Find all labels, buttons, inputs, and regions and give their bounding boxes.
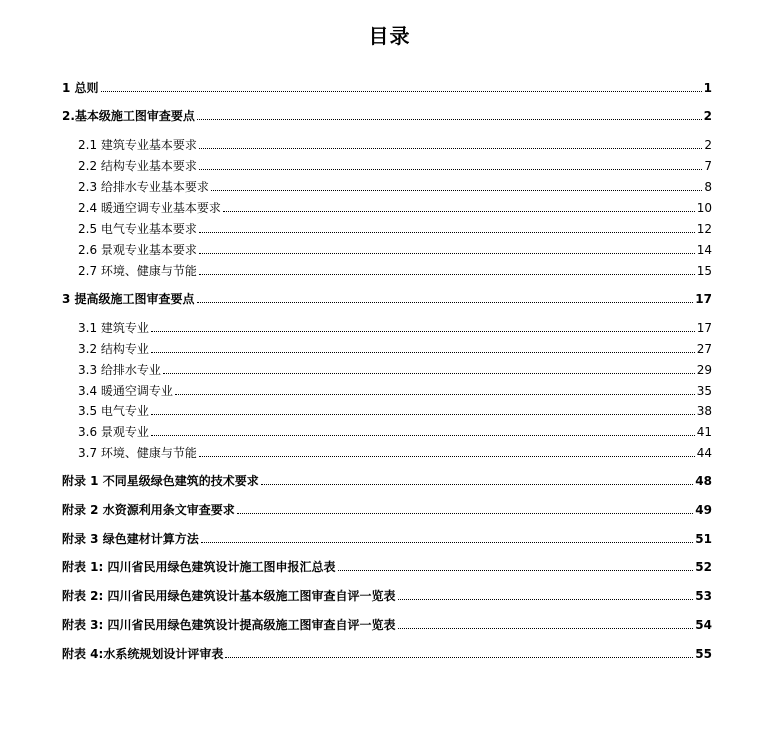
toc-leader-dots	[197, 301, 694, 303]
toc-entry-page: 38	[696, 404, 712, 418]
toc-leader-dots	[101, 90, 702, 92]
toc-leader-dots	[237, 512, 694, 514]
toc-entry[interactable]	[62, 471, 712, 489]
toc-entry-page: 44	[696, 446, 712, 460]
toc-entry-label: 1 总则	[62, 81, 99, 95]
toc-leader-dots	[199, 147, 702, 149]
toc-leader-dots	[199, 273, 695, 275]
toc-entry-page: 49	[695, 503, 712, 517]
page-title: 目录	[368, 24, 411, 48]
toc-entry[interactable]	[62, 586, 712, 604]
toc-entry[interactable]	[62, 529, 712, 547]
toc-leader-dots	[211, 189, 702, 191]
toc-leader-dots	[151, 434, 695, 436]
toc-entry[interactable]	[78, 339, 712, 357]
toc-entry-label: 附表 2: 四川省民用绿色建筑设计基本级施工图审查自评一览表	[62, 589, 396, 603]
toc-leader-dots	[199, 231, 695, 233]
toc-entry[interactable]	[78, 198, 712, 216]
toc-entry-label: 附录 1 不同星级绿色建筑的技术要求	[62, 474, 259, 488]
toc-entry-label: 3.4 暖通空调专业	[78, 384, 173, 398]
toc-leader-dots	[225, 656, 693, 658]
toc-entry[interactable]	[62, 106, 712, 124]
toc-entry-page: 48	[695, 474, 712, 488]
toc-entry-page: 10	[696, 201, 712, 215]
toc-entry-label: 附表 1: 四川省民用绿色建筑设计施工图申报汇总表	[62, 560, 336, 574]
toc-entry[interactable]	[78, 240, 712, 258]
toc-entry-label: 2.5 电气专业基本要求	[78, 222, 197, 236]
toc-entry[interactable]	[78, 360, 712, 378]
toc-entry-page: 55	[695, 647, 712, 661]
toc-entry-page: 53	[695, 589, 712, 603]
toc-leader-dots	[199, 168, 702, 170]
toc-entry-page: 54	[695, 618, 712, 632]
toc-leader-dots	[151, 330, 695, 332]
toc-entry[interactable]	[78, 318, 712, 336]
toc-entry[interactable]	[78, 135, 712, 153]
toc-entry[interactable]	[78, 177, 712, 195]
toc-entry[interactable]	[62, 500, 712, 518]
toc-entry-page: 2	[704, 138, 712, 152]
toc-entry-label: 附表 4:水系统规划设计评审表	[62, 647, 224, 661]
toc-entry-label: 3.3 给排水专业	[78, 363, 161, 377]
toc-entry-page: 51	[695, 532, 712, 546]
toc-leader-dots	[338, 569, 694, 571]
toc-entry[interactable]	[62, 615, 712, 633]
toc-entry[interactable]	[62, 289, 712, 307]
toc-entry-page: 7	[704, 159, 712, 173]
toc-entry-label: 2.7 环境、健康与节能	[78, 264, 197, 278]
toc-entry-label: 3.2 结构专业	[78, 342, 149, 356]
toc-entry-page: 35	[696, 384, 712, 398]
toc-entry-label: 3 提高级施工图审查要点	[62, 292, 195, 306]
toc-leader-dots	[261, 483, 694, 485]
toc-entry-page: 41	[696, 425, 712, 439]
toc-entry[interactable]	[78, 443, 712, 461]
toc-entry-page: 8	[704, 180, 712, 194]
toc-entry[interactable]	[78, 422, 712, 440]
toc-leader-dots	[197, 118, 702, 120]
toc-leader-dots	[151, 351, 695, 353]
toc-entry-label: 2.基本级施工图审查要点	[62, 109, 195, 123]
toc-entry-label: 附录 3 绿色建材计算方法	[62, 532, 199, 546]
toc-leader-dots	[223, 210, 695, 212]
toc-entry-page: 2	[703, 109, 712, 123]
toc-leader-dots	[398, 598, 694, 600]
toc-entry-label: 3.7 环境、健康与节能	[78, 446, 197, 460]
toc-entry[interactable]	[62, 644, 712, 662]
toc-entry-page: 12	[696, 222, 712, 236]
toc-entry-label: 2.2 结构专业基本要求	[78, 159, 197, 173]
toc-entry-page: 52	[695, 560, 712, 574]
toc-leader-dots	[398, 627, 694, 629]
toc-entry-page: 27	[696, 342, 712, 356]
toc-entry-label: 3.6 景观专业	[78, 425, 149, 439]
toc-entry-page: 14	[696, 243, 712, 257]
toc-entry-label: 2.3 给排水专业基本要求	[78, 180, 209, 194]
toc-entry-page: 1	[703, 81, 712, 95]
toc-leader-dots	[163, 372, 695, 374]
toc-entry[interactable]	[78, 261, 712, 279]
toc-leader-dots	[199, 252, 695, 254]
toc-leader-dots	[201, 541, 694, 543]
toc-entry-page: 15	[696, 264, 712, 278]
toc-entry-page: 29	[696, 363, 712, 377]
toc-leader-dots	[151, 413, 695, 415]
toc-entry[interactable]	[62, 557, 712, 575]
toc-entry-label: 3.5 电气专业	[78, 404, 149, 418]
toc-entry[interactable]	[78, 381, 712, 399]
toc-entry-label: 2.6 景观专业基本要求	[78, 243, 197, 257]
toc-leader-dots	[199, 455, 695, 457]
toc-entry[interactable]	[62, 78, 712, 96]
toc-entry-label: 3.1 建筑专业	[78, 321, 149, 335]
toc-entry-label: 2.1 建筑专业基本要求	[78, 138, 197, 152]
toc-entry[interactable]	[78, 156, 712, 174]
toc-entry-label: 附录 2 水资源利用条文审查要求	[62, 503, 235, 517]
toc-entry-label: 附表 3: 四川省民用绿色建筑设计提高级施工图审查自评一览表	[62, 618, 396, 632]
toc-entry-label: 2.4 暖通空调专业基本要求	[78, 201, 221, 215]
toc-leader-dots	[175, 393, 695, 395]
toc-entry-page: 17	[695, 292, 712, 306]
toc-entry[interactable]	[78, 219, 712, 237]
toc-entry[interactable]	[78, 401, 712, 419]
toc-entry-page: 17	[696, 321, 712, 335]
